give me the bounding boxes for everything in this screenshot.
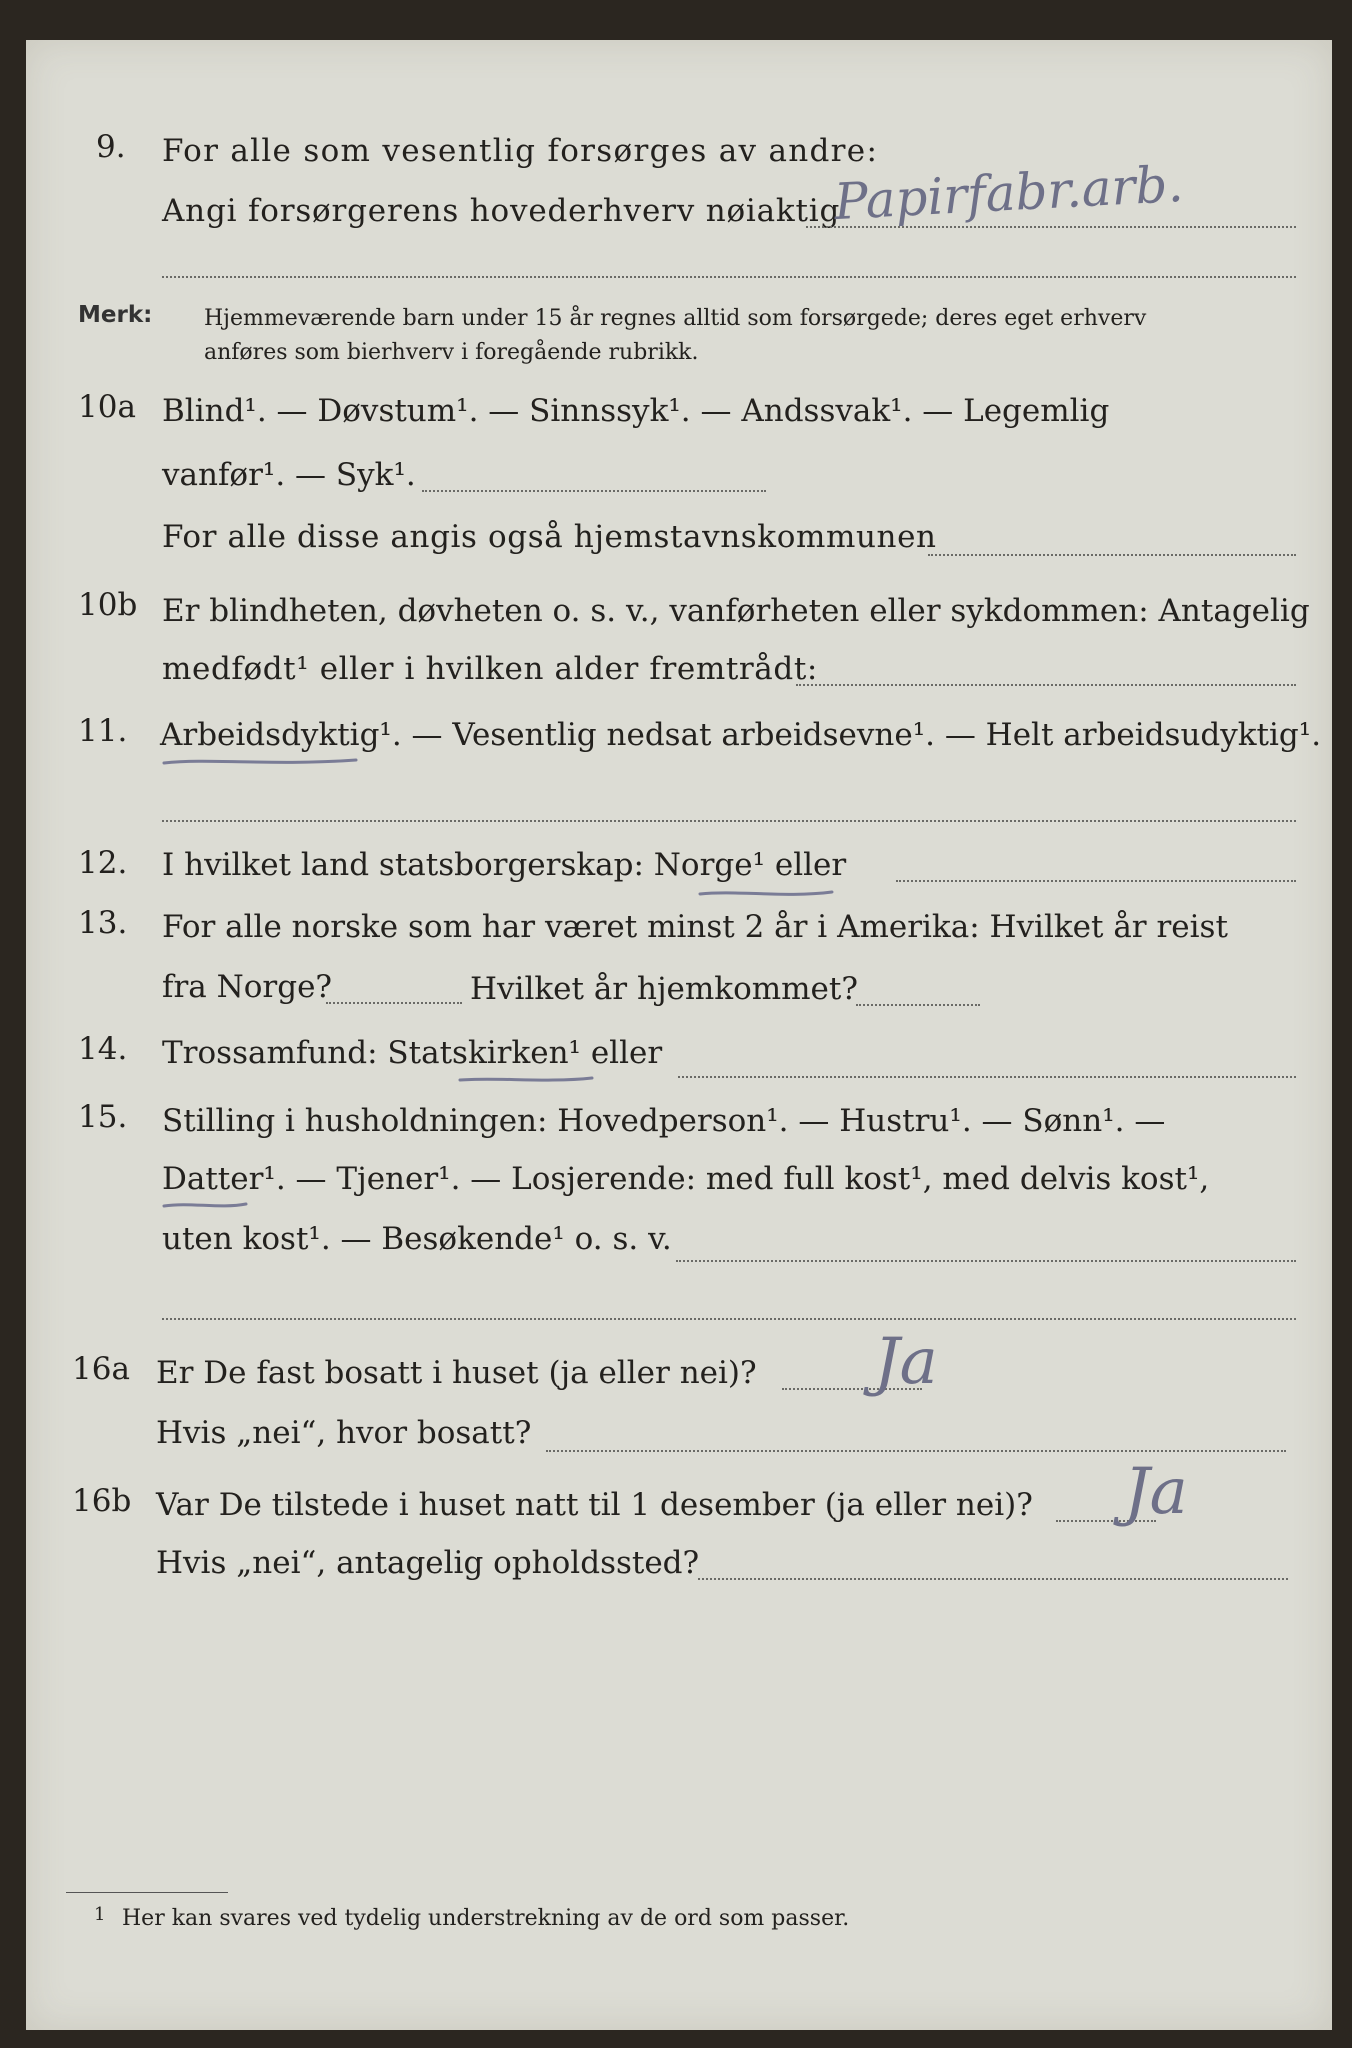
question-10a-line-2: vanfør¹. — Syk¹.	[162, 457, 416, 493]
question-12-line-1: I hvilket land statsborgerskap: Norge¹ eller	[162, 847, 847, 883]
note-line-1: Hjemmeværende barn under 15 år regnes alltid som forsørgede; deres eget erhverv	[204, 306, 1147, 331]
question-14-number: 14.	[78, 1031, 128, 1067]
question-9-line-1: For alle som vesentlig forsørges av andre:	[162, 133, 879, 169]
question-13-line-1: For alle norske som har været minst 2 år i Amerika: Hvilket år reist	[162, 909, 1228, 945]
question-16a-line-1: Er De fast bosatt i huset (ja eller nei)?	[156, 1355, 757, 1391]
question-10a-line-3: For alle disse angis også hjemstavnskommunen	[162, 519, 937, 555]
question-9-number: 9.	[96, 129, 126, 165]
question-14-answer-line	[678, 1076, 1296, 1078]
question-11-line-1: Arbeidsdyktig¹. — Vesentlig nedsat arbeidsevne¹. — Helt arbeidsudyktig¹.	[160, 717, 1322, 753]
question-10b-line-2: medfødt¹ eller i hvilken alder fremtrådt:	[162, 651, 818, 687]
question-11-pencil-underline	[160, 754, 360, 770]
question-9-second-line	[162, 276, 1296, 278]
question-10a-number: 10a	[78, 389, 136, 425]
question-13-number: 13.	[78, 905, 128, 941]
question-13-departure-line	[326, 1002, 462, 1004]
question-13-line-2a: fra Norge?	[162, 969, 333, 1005]
question-16a-residence-line	[546, 1450, 1286, 1452]
question-10a-hometown-line	[928, 554, 1296, 556]
footnote-text: Her kan svares ved tydelig understrekning av de ord som passer.	[122, 1906, 850, 1931]
question-15-line-1: Stilling i husholdningen: Hovedperson¹. — Hustru¹. — Sønn¹. —	[162, 1103, 1166, 1139]
question-10b-line-1: Er blindheten, døvheten o. s. v., vanførheten eller sykdommen: Antagelig	[162, 593, 1310, 629]
question-16b-location-line	[698, 1578, 1288, 1580]
question-16b-line-2: Hvis „nei“, antagelig opholdssted?	[156, 1545, 700, 1581]
question-12-pencil-underline	[696, 886, 836, 902]
question-10a-answer-line	[422, 490, 766, 492]
question-15-number: 15.	[78, 1099, 128, 1135]
question-11-second-line	[162, 820, 1296, 822]
question-15-line-3: uten kost¹. — Besøkende¹ o. s. v.	[162, 1221, 672, 1257]
question-11-number: 11.	[78, 713, 128, 749]
question-10b-number: 10b	[78, 587, 138, 623]
question-9-line-2: Angi forsørgerens hovederhverv nøiaktig	[162, 193, 841, 229]
question-10b-answer-line	[796, 684, 1296, 686]
question-10a-line-1: Blind¹. — Døvstum¹. — Sinnssyk¹. — Andssvak¹. — Legemlig	[162, 393, 1110, 429]
question-16b-number: 16b	[72, 1483, 132, 1519]
footnote-rule	[66, 1892, 228, 1893]
question-15-second-line	[162, 1318, 1296, 1320]
question-15-line-2: Datter¹. — Tjener¹. — Losjerende: med full kost¹, med delvis kost¹,	[162, 1161, 1210, 1197]
question-14-pencil-underline	[456, 1072, 596, 1088]
question-16b-line-1: Var De tilstede i huset natt til 1 desember (ja eller nei)?	[156, 1487, 1033, 1523]
question-16a-handwritten-answer: Ja	[874, 1325, 938, 1399]
question-13-line-2b: Hvilket år hjemkommet?	[470, 971, 858, 1007]
question-9-handwritten-answer: Papirfabr.arb.	[832, 154, 1185, 232]
question-14-line-1: Trossamfund: Statskirken¹ eller	[162, 1035, 663, 1071]
question-16b-handwritten-answer: Ja	[1124, 1455, 1188, 1529]
question-16a-number: 16a	[72, 1351, 130, 1387]
question-16a-line-2: Hvis „nei“, hvor bosatt?	[156, 1415, 532, 1451]
footnote-mark: 1	[94, 1904, 106, 1925]
question-15-pencil-underline	[160, 1198, 250, 1212]
question-15-answer-line	[676, 1260, 1296, 1262]
question-12-number: 12.	[78, 845, 128, 881]
question-13-return-line	[856, 1004, 980, 1006]
note-label: Merk:	[78, 302, 153, 328]
question-12-answer-line	[896, 880, 1296, 882]
note-line-2: anføres som bierhverv i foregående rubrikk.	[204, 340, 699, 365]
census-form-page	[26, 40, 1332, 2030]
